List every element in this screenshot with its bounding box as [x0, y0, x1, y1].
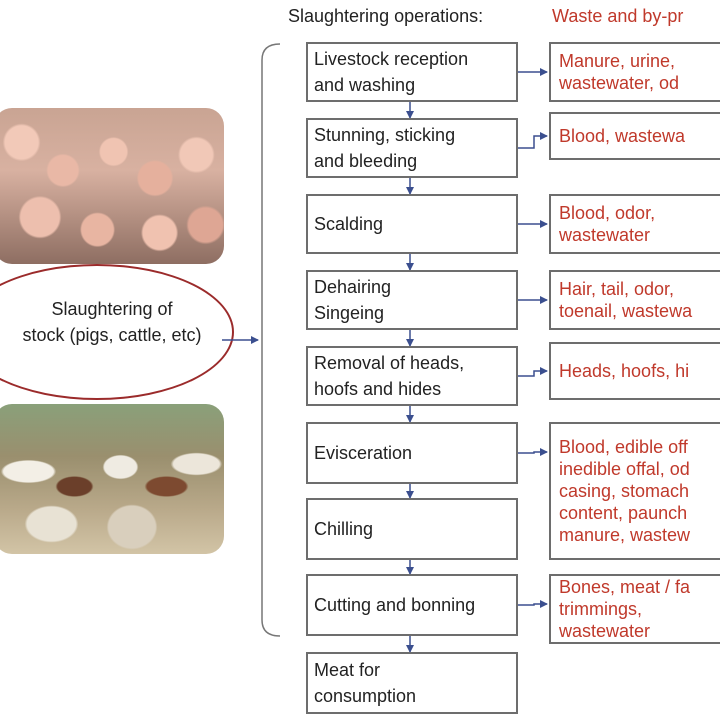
step-label: Scalding	[314, 214, 384, 234]
waste-arrow	[518, 604, 547, 605]
waste-box	[549, 422, 720, 560]
waste-label: Blood, wastewa	[559, 126, 686, 146]
cattle-photo	[0, 404, 224, 554]
step-box	[306, 422, 518, 484]
step-label: Chilling	[314, 519, 374, 539]
waste-label: inedible offal, od	[559, 459, 690, 479]
step-label: Removal of heads,	[314, 353, 465, 373]
waste-box	[549, 42, 720, 102]
waste-header: Waste and by-pr	[552, 6, 684, 26]
step-box	[306, 346, 518, 406]
operations-bracket	[262, 44, 280, 636]
step-box	[306, 652, 518, 714]
step-box	[306, 118, 518, 178]
step-label: consumption	[314, 686, 417, 706]
waste-label: Hair, tail, odor,	[559, 279, 675, 299]
waste-label: manure, wastew	[559, 525, 691, 545]
source-line: stock (pigs, cattle, etc)	[22, 325, 202, 345]
waste-label: wastewater	[559, 621, 651, 641]
waste-label: Manure, urine,	[559, 51, 676, 71]
waste-label: Heads, hoofs, hi	[559, 361, 690, 381]
operations-header: Slaughtering operations:	[288, 6, 484, 26]
step-label: Livestock reception	[314, 49, 469, 69]
pigs-photo	[0, 108, 224, 264]
waste-label: trimmings,	[559, 599, 643, 619]
step-label: and bleeding	[314, 151, 418, 171]
waste-label: content, paunch	[559, 503, 688, 523]
step-box	[306, 194, 518, 254]
waste-label: wastewater	[559, 225, 651, 245]
step-label: hoofs and hides	[314, 379, 442, 399]
step-box	[306, 574, 518, 636]
waste-box	[549, 194, 720, 254]
step-label: Evisceration	[314, 443, 413, 463]
source-label	[0, 296, 232, 348]
step-label: Singeing	[314, 303, 385, 323]
waste-label: casing, stomach	[559, 481, 690, 501]
waste-label: Blood, odor,	[559, 203, 656, 223]
step-label: Cutting and bonning	[314, 595, 476, 615]
waste-box	[549, 270, 720, 330]
source-line: Slaughtering of	[51, 299, 173, 319]
waste-arrow	[518, 371, 547, 376]
step-label: Dehairing	[314, 277, 392, 297]
waste-label: Bones, meat / fa	[559, 577, 691, 597]
waste-arrows	[518, 72, 547, 605]
waste-label: toenail, wastewa	[559, 301, 693, 321]
waste-arrow	[518, 452, 547, 453]
waste-box	[549, 342, 720, 400]
step-box	[306, 498, 518, 560]
waste-label: Blood, edible off	[559, 437, 688, 457]
step-label: Stunning, sticking	[314, 125, 456, 145]
waste-arrow	[518, 136, 547, 148]
step-box	[306, 270, 518, 330]
step-label: and washing	[314, 75, 416, 95]
step-box	[306, 42, 518, 102]
waste-label: wastewater, od	[559, 73, 680, 93]
step-label: Meat for	[314, 660, 381, 680]
waste-box	[549, 112, 720, 160]
waste-box	[549, 574, 720, 644]
